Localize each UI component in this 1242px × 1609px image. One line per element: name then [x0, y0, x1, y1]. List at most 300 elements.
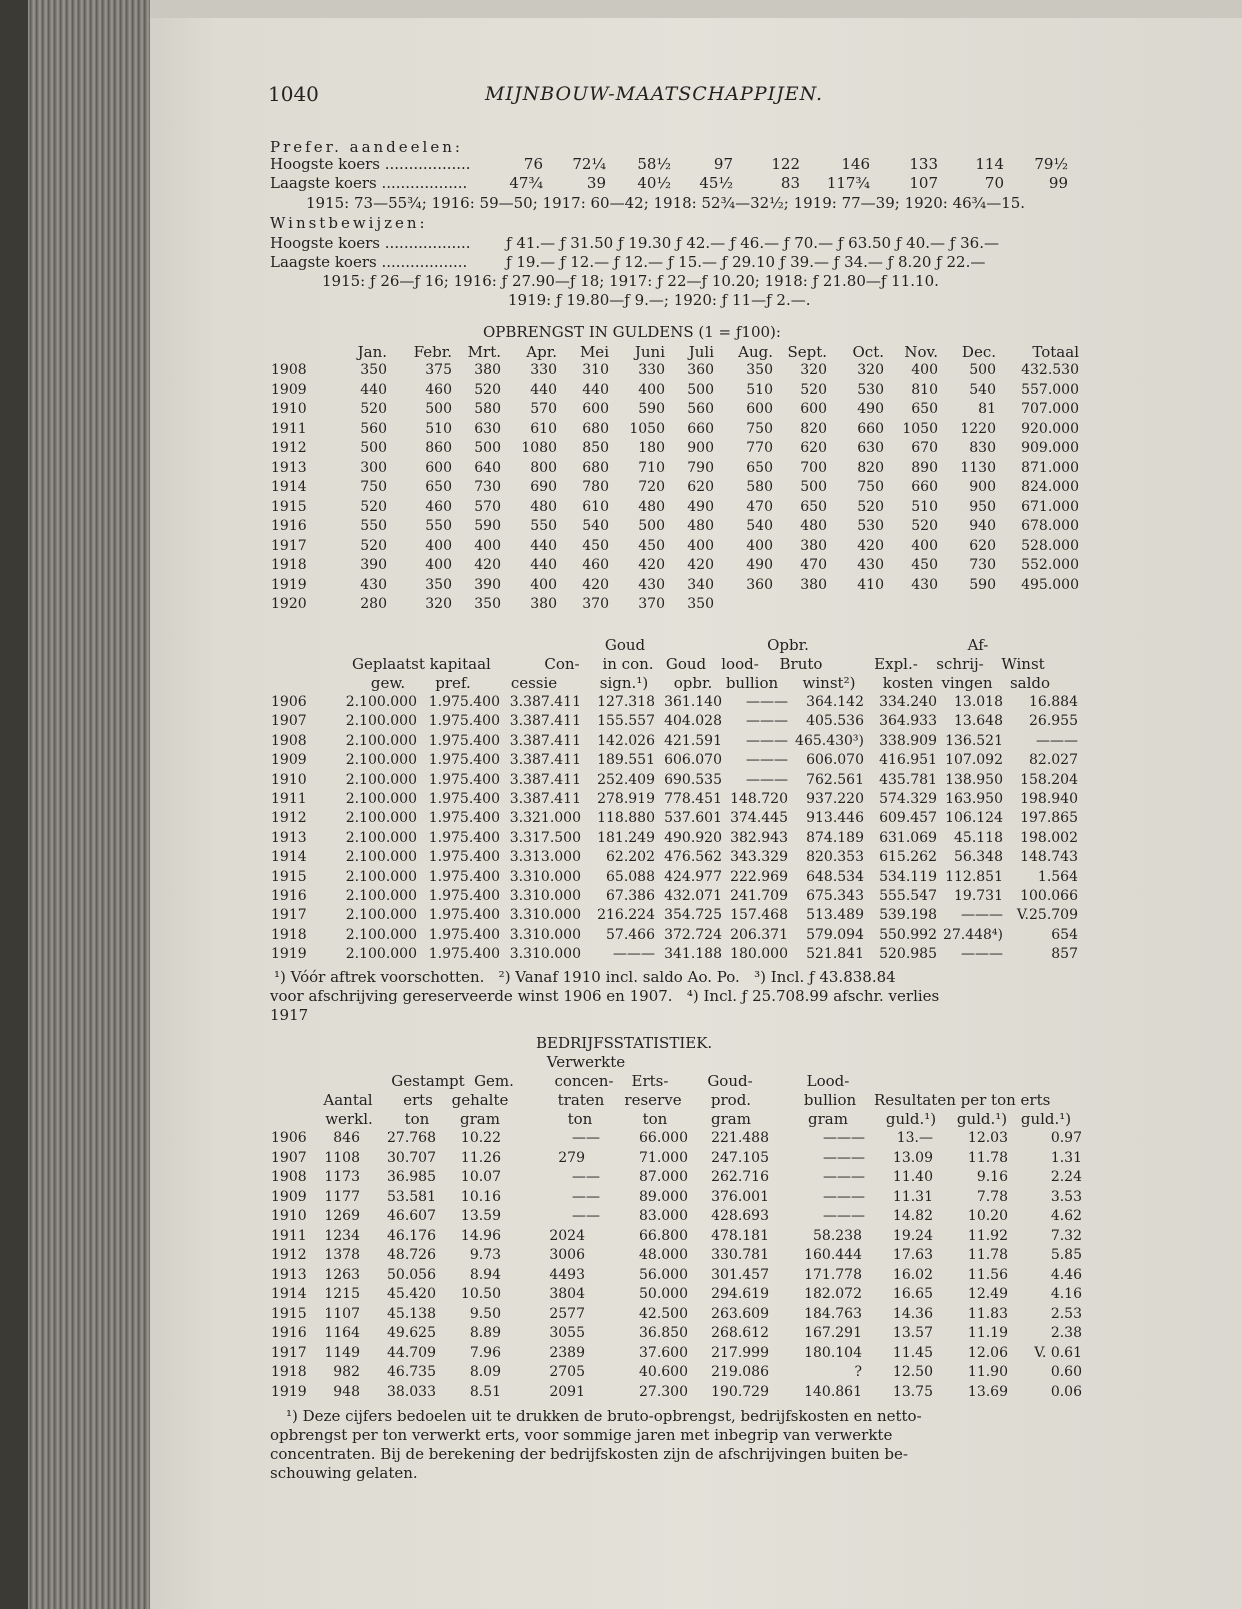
value-cell: 66.800 [639, 1227, 688, 1244]
winst-note: 1915: ƒ 26—ƒ 16; 1916: ƒ 27.90—ƒ 18; 1917: ƒ 22—ƒ 10.20; 1918: ƒ 21.80—ƒ 11.10. [322, 272, 939, 290]
value-cell: 1050 [902, 420, 938, 437]
value-cell: 860 [425, 440, 452, 456]
year-cell: 1915 [271, 1305, 307, 1322]
value-cell: 539.198 [879, 907, 937, 924]
value-cell: 1149 [324, 1344, 360, 1361]
value-cell: 520 [474, 381, 501, 398]
value-cell: 800 [530, 459, 557, 476]
value-cell: 0.60 [1050, 1364, 1082, 1380]
value-cell: 3804 [549, 1286, 585, 1302]
value-cell: 11.45 [892, 1344, 933, 1361]
value-cell: 606.070 [664, 752, 722, 769]
year-cell: 1910 [271, 401, 307, 417]
year-cell: 1914 [271, 1286, 307, 1302]
value-cell: 670 [911, 440, 938, 456]
value-cell: 10.07 [460, 1169, 501, 1185]
value-cell: 380 [800, 576, 827, 593]
value-cell: 320 [425, 596, 452, 612]
price-cell: 76 [523, 155, 543, 173]
column-header: Gem. [474, 1072, 514, 1090]
column-header: cessie [510, 674, 558, 692]
value-cell: 490.920 [664, 829, 722, 846]
value-cell: 268.612 [711, 1325, 769, 1341]
column-header: lood- [721, 655, 759, 673]
value-cell: 1173 [324, 1169, 360, 1185]
value-cell: 1.975.400 [428, 732, 500, 749]
value-cell: 13.— [896, 1130, 933, 1146]
column-header: Aantal [323, 1091, 373, 1109]
price-cell: 133 [909, 155, 938, 173]
value-cell: 428.693 [711, 1208, 769, 1224]
value-cell: 36.985 [387, 1169, 436, 1185]
value-cell: 1.975.400 [428, 926, 500, 943]
column-header: Juni [634, 343, 665, 361]
footnote: voor afschrijving gereserveerde winst 1906 en 1907. ⁴) Incl. ƒ 25.708.99 afschr. verlies [270, 987, 940, 1005]
price-cell: 40½ [637, 174, 671, 192]
value-cell: 660 [911, 479, 938, 495]
value-cell: 217.999 [711, 1344, 769, 1361]
value-cell: 2577 [549, 1305, 585, 1322]
value-cell: 490 [687, 498, 714, 515]
price-cell: 58½ [637, 155, 671, 173]
value-cell: 730 [969, 557, 996, 573]
column-header: Juli [688, 343, 714, 361]
value-cell: 690 [530, 479, 557, 495]
value-cell: 520 [360, 498, 387, 515]
value-cell: 320 [800, 362, 827, 378]
value-cell: 27.300 [639, 1383, 688, 1400]
value-cell: 510 [911, 498, 938, 515]
price-cell: 99 [1048, 174, 1068, 192]
value-cell: 552.000 [1021, 557, 1079, 573]
column-header: Totaal [1032, 343, 1079, 361]
value-cell: 824.000 [1021, 479, 1079, 495]
year-cell: 1916 [271, 1325, 307, 1341]
value-cell: ——— [1036, 732, 1078, 749]
value-cell: 520 [360, 537, 387, 554]
value-cell: 510 [746, 381, 773, 398]
value-cell: 3.310.000 [509, 868, 581, 885]
value-cell: 650 [425, 479, 452, 495]
year-cell: 1919 [271, 946, 307, 963]
value-cell: 1.975.400 [428, 946, 500, 963]
column-header: werkl. [325, 1110, 373, 1128]
value-cell: 660 [857, 420, 884, 437]
value-cell: 520 [360, 401, 387, 417]
value-cell: 909.000 [1021, 440, 1079, 456]
value-cell: 3.387.411 [509, 752, 581, 769]
value-cell: 46.735 [387, 1364, 436, 1380]
value-cell: 874.189 [806, 829, 864, 846]
value-cell: 421.591 [664, 732, 722, 749]
value-cell: 11.78 [967, 1149, 1008, 1166]
column-header: concen- [554, 1072, 614, 1090]
value-cell: 56.348 [954, 849, 1003, 866]
value-cell: 478.181 [711, 1227, 769, 1244]
value-cell: 630 [857, 440, 884, 456]
value-cell: 380 [474, 362, 501, 378]
value-cell: 216.224 [597, 907, 655, 924]
value-cell: 3.317.500 [509, 829, 581, 846]
value-cell: 37.600 [639, 1344, 688, 1361]
value-cell: 530 [857, 381, 884, 398]
value-cell: 810 [911, 381, 938, 398]
value-cell: 1.31 [1050, 1149, 1082, 1166]
value-cell: 163.950 [945, 791, 1003, 807]
value-cell: 640 [474, 459, 501, 476]
value-cell: 279 [558, 1149, 585, 1166]
column-header: opbr. [673, 674, 713, 692]
value-cell: 900 [969, 479, 996, 495]
value-cell: 13.09 [892, 1149, 933, 1166]
column-header: gew. [370, 674, 406, 692]
value-cell: 700 [800, 459, 827, 476]
value-cell: 460 [582, 557, 609, 573]
value-cell: 2.100.000 [345, 732, 417, 749]
price-cell: 39 [586, 174, 606, 192]
column-header: prod. [710, 1091, 752, 1109]
column-header: guld.¹) [885, 1110, 937, 1128]
value-cell: 107.092 [945, 752, 1003, 769]
value-cell: 2024 [549, 1227, 585, 1244]
value-cell: 750 [857, 479, 884, 495]
year-cell: 1909 [271, 381, 307, 398]
value-cell: 219.086 [711, 1364, 769, 1380]
value-cell: 470 [800, 557, 827, 573]
column-header: Af- [967, 636, 989, 654]
value-cell: 550 [530, 518, 557, 534]
value-cell: 42.500 [639, 1305, 688, 1322]
value-cell: 50.000 [639, 1286, 688, 1302]
year-cell: 1914 [271, 479, 307, 495]
value-cell: —— [572, 1130, 600, 1146]
value-cell: 10.20 [967, 1208, 1008, 1224]
winst-values: ƒ 19.— ƒ 12.— ƒ 12.— ƒ 15.— ƒ 29.10 ƒ 39.— ƒ 34.— ƒ 8.20 ƒ 22.— [506, 253, 986, 271]
value-cell: 19.731 [954, 888, 1003, 904]
value-cell: 8.94 [469, 1266, 501, 1283]
value-cell: 45.420 [387, 1286, 436, 1302]
value-cell: 206.371 [730, 926, 788, 943]
value-cell: 12.06 [967, 1344, 1008, 1361]
value-cell: 490 [746, 557, 773, 573]
value-cell: 671.000 [1021, 498, 1079, 515]
value-cell: 540 [746, 518, 773, 534]
value-cell: 530 [857, 518, 884, 534]
column-header: winst²) [802, 674, 856, 692]
price-cell: 47¾ [509, 174, 543, 192]
value-cell: 58.238 [813, 1227, 862, 1244]
year-cell: 1910 [271, 771, 307, 788]
year-cell: 1915 [271, 498, 307, 515]
value-cell: 4.46 [1050, 1266, 1082, 1283]
value-cell: 557.000 [1021, 381, 1079, 398]
value-cell: 46.607 [387, 1208, 436, 1224]
value-cell: 400 [911, 537, 938, 554]
value-cell: 222.969 [730, 868, 788, 885]
value-cell: 2.100.000 [345, 888, 417, 904]
value-cell: 560 [360, 420, 387, 437]
value-cell: 2091 [549, 1383, 585, 1400]
year-cell: 1912 [271, 440, 307, 456]
value-cell: 540 [582, 518, 609, 534]
value-cell: 16.65 [892, 1286, 933, 1302]
value-cell: 420 [638, 557, 665, 573]
value-cell: 106.124 [945, 810, 1003, 827]
column-header: Aug. [738, 343, 773, 361]
value-cell: 50.056 [387, 1266, 436, 1283]
value-cell: —— [572, 1188, 600, 1205]
price-cell: 117¾ [826, 174, 870, 192]
value-cell: 182.072 [804, 1286, 862, 1302]
footnote: ¹) Deze cijfers bedoelen uit te drukken de bruto-opbrengst, bedrijfskosten en netto- [286, 1407, 922, 1425]
value-cell: 550 [360, 518, 387, 534]
value-cell: V. 0.61 [1034, 1344, 1082, 1361]
value-cell: 982 [333, 1364, 360, 1380]
value-cell: 500 [474, 440, 501, 456]
value-cell: 1.564 [1037, 868, 1078, 885]
value-cell: 520.985 [879, 946, 937, 963]
value-cell: ——— [746, 732, 788, 749]
value-cell: 11.78 [967, 1247, 1008, 1263]
prefer-title: Prefer. aandeelen: [270, 138, 463, 156]
value-cell: 500 [800, 479, 827, 495]
value-cell: 148.743 [1020, 849, 1078, 866]
value-cell: 540 [969, 381, 996, 398]
value-cell: 1130 [960, 459, 996, 476]
value-cell: 263.609 [711, 1305, 769, 1322]
value-cell: 550 [425, 518, 452, 534]
value-cell: ——— [823, 1169, 865, 1185]
value-cell: 654 [1051, 926, 1078, 943]
value-cell: 495.000 [1021, 576, 1079, 593]
column-header: gram [808, 1110, 848, 1128]
value-cell: 580 [746, 479, 773, 495]
year-cell: 1908 [271, 732, 307, 749]
value-cell: 53.581 [387, 1188, 436, 1205]
winst-note: 1919: ƒ 19.80—ƒ 9.—; 1920: ƒ 11—ƒ 2.—. [508, 291, 811, 309]
value-cell: 10.50 [460, 1286, 501, 1302]
value-cell: 14.82 [892, 1208, 933, 1224]
value-cell: 2.100.000 [345, 713, 417, 730]
value-cell: 16.02 [892, 1266, 933, 1283]
value-cell: 1220 [960, 420, 996, 437]
value-cell: 262.716 [711, 1169, 769, 1185]
value-cell: 762.561 [806, 771, 864, 788]
value-cell: 424.977 [664, 868, 722, 885]
value-cell: 83.000 [639, 1208, 688, 1224]
value-cell: 435.781 [879, 771, 937, 788]
value-cell: 330 [530, 362, 557, 378]
column-header: Bruto [779, 655, 823, 673]
value-cell: 500 [969, 362, 996, 378]
value-cell: 680 [582, 459, 609, 476]
value-cell: 3.387.411 [509, 732, 581, 749]
value-cell: 570 [474, 498, 501, 515]
value-cell: 81 [978, 401, 996, 417]
value-cell: 0.97 [1050, 1130, 1082, 1146]
value-cell: ——— [746, 752, 788, 769]
value-cell: 361.140 [664, 694, 722, 710]
value-cell: 780 [582, 479, 609, 495]
value-cell: 3055 [549, 1325, 585, 1341]
value-cell: 89.000 [639, 1188, 688, 1205]
value-cell: 520 [800, 381, 827, 398]
value-cell: 372.724 [664, 926, 722, 943]
value-cell: 350 [474, 596, 501, 612]
value-cell: 8.09 [469, 1364, 501, 1380]
value-cell: 11.31 [892, 1188, 933, 1205]
value-cell: 440 [360, 381, 387, 398]
value-cell: 2.100.000 [345, 810, 417, 827]
value-cell: 2.100.000 [345, 849, 417, 866]
value-cell: 2389 [549, 1344, 585, 1361]
column-header: Dec. [961, 343, 996, 361]
value-cell: 360 [687, 362, 714, 378]
value-cell: 770 [746, 440, 773, 456]
value-cell: 87.000 [639, 1169, 688, 1185]
value-cell: 500 [687, 381, 714, 398]
year-cell: 1918 [271, 1364, 307, 1380]
column-header: bullion [803, 1091, 857, 1109]
value-cell: 400 [911, 362, 938, 378]
value-cell: 830 [969, 440, 996, 456]
value-cell: 57.466 [606, 926, 655, 943]
value-cell: —— [572, 1208, 600, 1224]
value-cell: 148.720 [730, 791, 788, 807]
value-cell: 13.75 [892, 1383, 933, 1400]
value-cell: 2.100.000 [345, 694, 417, 710]
column-header: Goud- [707, 1072, 753, 1090]
value-cell: 184.763 [804, 1305, 862, 1322]
year-cell: 1914 [271, 849, 307, 866]
value-cell: 1234 [324, 1227, 360, 1244]
value-cell: 2.24 [1050, 1169, 1082, 1185]
value-cell: 112.851 [945, 868, 1003, 885]
value-cell: ——— [823, 1149, 865, 1166]
value-cell: 450 [911, 557, 938, 573]
column-header: Resultaten per ton erts [874, 1091, 1051, 1109]
row-label: Hoogste koers .................. [270, 155, 471, 173]
value-cell: 10.16 [460, 1188, 501, 1205]
value-cell: 11.26 [460, 1149, 501, 1166]
value-cell: 340 [687, 576, 714, 593]
value-cell: 420 [474, 557, 501, 573]
value-cell: 198.002 [1020, 829, 1078, 846]
value-cell: 678.000 [1021, 518, 1079, 534]
value-cell: 4.62 [1050, 1208, 1082, 1224]
value-cell: 730 [474, 479, 501, 495]
value-cell: 650 [911, 401, 938, 417]
value-cell: 920.000 [1021, 420, 1079, 437]
column-header: Verwerkte [546, 1053, 626, 1071]
value-cell: 440 [530, 381, 557, 398]
value-cell: 750 [746, 420, 773, 437]
value-cell: 500 [638, 518, 665, 534]
value-cell: 180 [638, 440, 665, 456]
value-cell: 871.000 [1021, 459, 1079, 476]
value-cell: 3.313.000 [509, 849, 581, 866]
value-cell: 630 [474, 420, 501, 437]
value-cell: 13.018 [954, 694, 1003, 710]
value-cell: 400 [425, 557, 452, 573]
value-cell: 376.001 [711, 1188, 769, 1205]
value-cell: 520 [911, 518, 938, 534]
value-cell: 940 [969, 518, 996, 534]
value-cell: 1263 [324, 1266, 360, 1283]
value-cell: 420 [857, 537, 884, 554]
value-cell: 160.444 [804, 1247, 862, 1263]
footnote: opbrengst per ton verwerkt erts, voor sommige jaren met inbegrip van verwerkte [270, 1426, 893, 1444]
year-cell: 1909 [271, 1188, 307, 1205]
value-cell: 1107 [324, 1305, 360, 1322]
value-cell: 405.536 [806, 713, 864, 730]
year-cell: 1917 [271, 907, 307, 924]
column-header: Mrt. [467, 343, 501, 361]
value-cell: 44.709 [387, 1344, 436, 1361]
value-cell: 660 [687, 420, 714, 437]
value-cell: 600 [746, 401, 773, 417]
value-cell: 465.430³) [795, 732, 864, 749]
column-header: schrij- [936, 655, 984, 673]
value-cell: 778.451 [664, 791, 722, 807]
value-cell: 500 [425, 401, 452, 417]
value-cell: 1.975.400 [428, 907, 500, 924]
value-cell: 570 [530, 401, 557, 417]
value-cell: 3.387.411 [509, 694, 581, 710]
value-cell: 510 [425, 420, 452, 437]
year-cell: 1913 [271, 1266, 307, 1283]
value-cell: 180.104 [804, 1344, 862, 1361]
column-header: vingen [941, 674, 993, 692]
year-cell: 1919 [271, 576, 307, 593]
value-cell: 615.262 [879, 849, 937, 866]
year-cell: 1913 [271, 829, 307, 846]
value-cell: 420 [582, 576, 609, 593]
value-cell: 2.53 [1050, 1305, 1082, 1322]
value-cell: 280 [360, 596, 387, 612]
column-header: ton [642, 1110, 668, 1128]
value-cell: 136.521 [945, 732, 1003, 749]
column-header: Mei [579, 343, 609, 361]
value-cell: 301.457 [711, 1266, 769, 1283]
value-cell: 948 [333, 1383, 360, 1400]
value-cell: 16.884 [1029, 694, 1078, 710]
value-cell: 2.100.000 [345, 771, 417, 788]
value-cell: 650 [800, 498, 827, 515]
value-cell: 609.457 [879, 810, 937, 827]
value-cell: 430 [638, 576, 665, 593]
page-number: 1040 [268, 82, 319, 106]
value-cell: 364.933 [879, 713, 937, 730]
value-cell: 19.24 [892, 1227, 933, 1244]
value-cell: 138.950 [945, 771, 1003, 788]
value-cell: 2.100.000 [345, 791, 417, 807]
value-cell: 560 [687, 401, 714, 417]
value-cell: ——— [823, 1188, 865, 1205]
value-cell: 364.142 [806, 694, 864, 710]
value-cell: 2705 [549, 1364, 585, 1380]
year-cell: 1911 [271, 791, 307, 807]
value-cell: 1.975.400 [428, 810, 500, 827]
value-cell: ——— [746, 771, 788, 788]
value-cell: 675.343 [806, 888, 864, 904]
year-cell: 1907 [271, 713, 307, 730]
value-cell: 710 [638, 459, 665, 476]
value-cell: 3.387.411 [509, 713, 581, 730]
value-cell: 820 [800, 420, 827, 437]
value-cell: 4493 [549, 1266, 585, 1283]
value-cell: 11.56 [967, 1266, 1008, 1283]
